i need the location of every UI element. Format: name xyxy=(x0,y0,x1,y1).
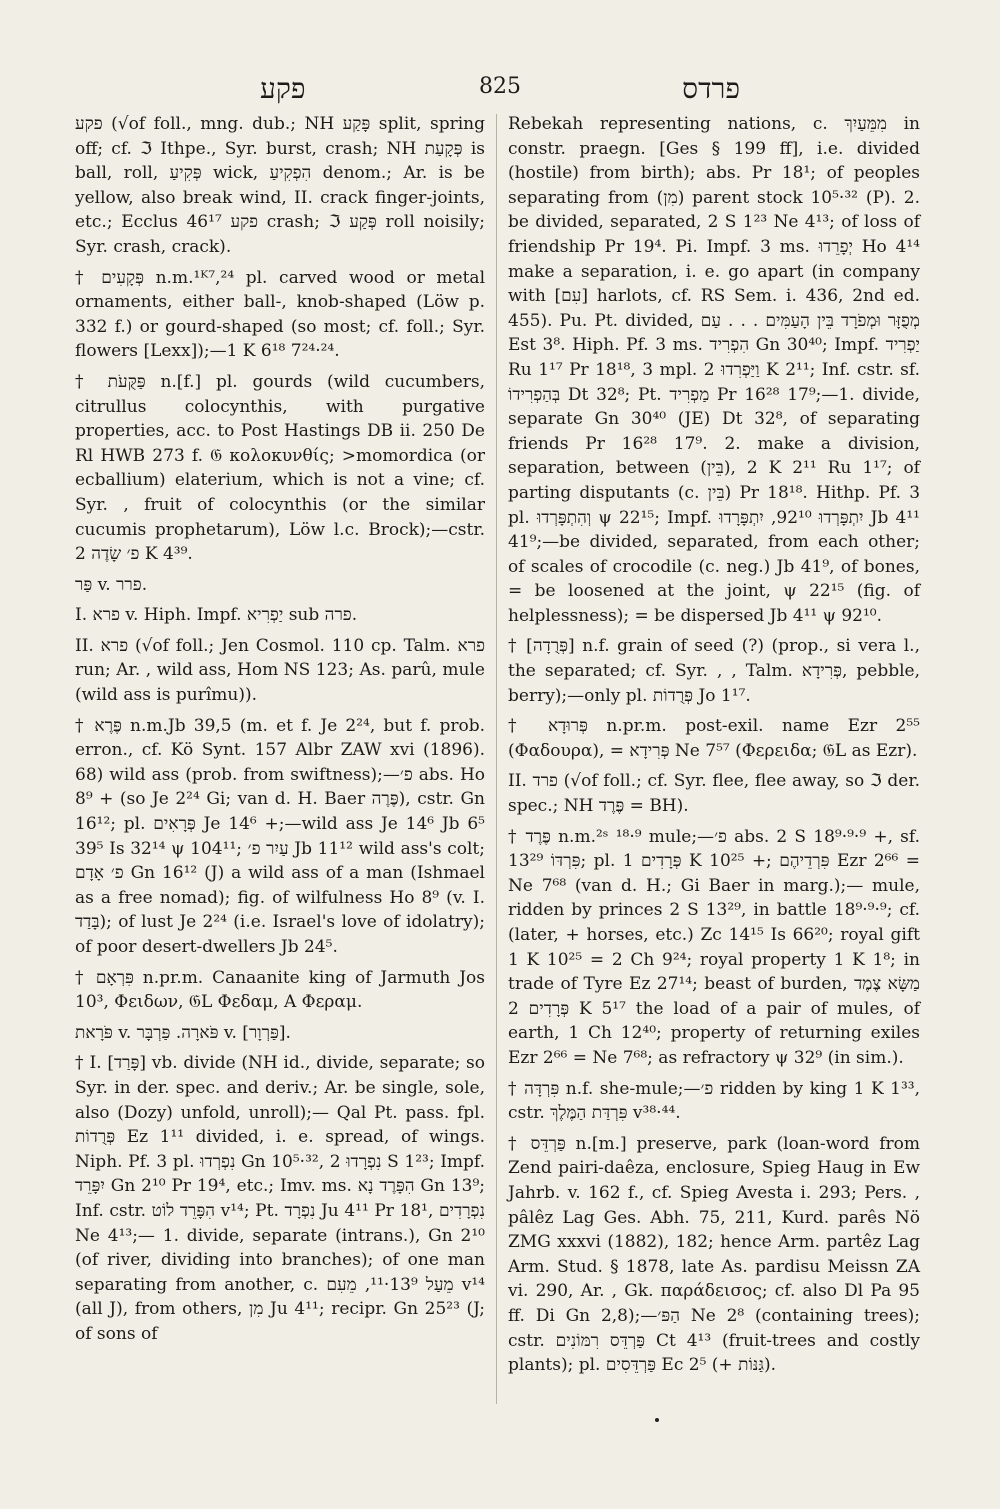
page-number: 825 xyxy=(479,74,521,99)
dictionary-entry: פַּר v. פרר. xyxy=(75,574,148,595)
dictionary-entry: † פִּרְאָם n.pr.m. Canaanite king of Jarmuth Jos 10³, Φειδων, 𝔊L Φεδαμ, Α Φεραμ. xyxy=(75,967,486,1013)
dictionary-entry: I. פרא v. Hiph. Impf. יַפְרִיא sub פרה. xyxy=(75,605,358,626)
page-mark xyxy=(655,1418,659,1422)
column-divider xyxy=(496,114,497,1404)
dictionary-entry: Rebekah representing nations, c. מִמֵּעַיִךְ in constr. praegn. [Ges § 199 ff], i.e. divided (hostile) from birth); abs. Pr 18¹; of peoples separating from (מִן) parent stock 10⁵·³² (P). 2. be divided, separated, 2 S 1²³ Ne 4¹³; of loss of friendship Pr 19⁴. Pi. Impf. 3 ms. יְפָרֵדוּ Ho 4¹⁴ make a separation, i. e. go apart (in company with [עִם] harlots, cf. RS Sem. i. 436, 2nd ed. 455). Pu. Pt. divided, מְפֻזָּר וּמְפֹרָד בֵּין הָעַמִּים . . . עַם Est 3⁸. Hiph. Pf. 3 ms. הִפְרִיד Gn 30⁴⁰; Impf. יַפְרִיד Ru 1¹⁷ Pr 18¹⁸, 3 mpl. וַיַּפְרִדוּ 2 K 2¹¹; Inf. cstr. sf. בְּהַפְרִידוֹ Dt 32⁸; Pt. מַפְרִיד Pr 16²⁸ 17⁹;—1. divide, separate Gn 30⁴⁰ (JE) Dt 32⁸, of separating friends Pr 16²⁸ 17⁹. 2. make a division, separation, between (בֵּין), 2 K 2¹¹ Ru 1¹⁷; of parting disputants (c. בֵּין) Pr 18¹⁸. Hithp. Pf. 3 pl. וְהִתְפָּרְדוּ ψ 22¹⁵; Impf. יִתְפָּרְדוּ 92¹⁰, יִתְפָּרָדוּ Jb 4¹¹ 41⁹;—be divided, separated, from each other; of scales of crocodile (c. neg.) Jb 41⁹, of bones, = be loosened at the joint, ψ 22¹⁵ (fig. of helplessness); = be dispersed Jb 4¹¹ ψ 92¹⁰. xyxy=(508,114,921,626)
header-right-guideword: פרדס xyxy=(682,72,740,105)
page-header xyxy=(60,72,940,112)
dictionary-entry: † פֶּרֶד n.m.²ˢ ¹⁸·⁹ mule;—פ׳ abs. 2 S 18⁹·⁹·⁹ +, sf. פִּרְדּוֹ 13²⁹; pl. פְּרָדִים 1 K 10²⁵ +; פִּרְדֵיהֶם Ezr 2⁶⁶ = Ne 7⁶⁸ (van d. H.; Gi Baer in marg.);— mule, ridden by princes 2 S 13²⁹, in battle 18⁹·⁹·⁹; cf. (later, + horses, etc.) Zc 14¹⁵ Is 66²⁰; royal gift 1 K 10²⁵ = 2 Ch 9²⁴; royal property 1 K 1⁸; in trade of Tyre Ez 27¹⁴; beast of burden, מַשָּׂא צֶמֶד פְּרָדִים 2 K 5¹⁷ the load of a pair of mules, of earth, 1 Ch 12⁴⁰; property of returning exiles Ezr 2⁶⁶ = Ne 7⁶⁸; as refractory ψ 32⁹ (in sim.). xyxy=(508,826,920,1068)
dictionary-entry: † פַּרְדֵּס n.[m.] preserve, park (loan-word from Zend pairi-daêza, enclosure, Spieg Haug in Ew Jahrb. v. 162 f., cf. Spieg Avesta i. 293; Pers. , pâlêz Lag Ges. Abh. 75, 211, Kurd. parês Nö ZMG xxxvi (1882), 182; hence Arm. partêz Lag Arm. Stud. § 1878, late As. pardisu Meissn ZA vi. 290, Ar. , Gk. παράδεισος; cf. also Dl Pa 95 ff. Di Gn 2,8);—הַפּ׳ Ne 2⁸ (containing trees); cstr. פַּרְדֵּס רִמּוֹנִים Ct 4¹³ (fruit-trees and costly plants); pl. פַּרְדֵּסִים Ec 2⁵ (+ גַּנּוֹת). xyxy=(508,1133,920,1376)
left-column xyxy=(75,112,485,1353)
dictionary-entry: † פַּקֻּעֹת n.[f.] pl. gourds (wild cucumbers, citrullus colocynthis, with purgative properties, acc. to Post Hastings DB ii. 250 De Rl HWB 273 f. 𝔊 κολοκυνθίς; >momordica (or ecballium) elaterium, which is not a vine; cf. Syr. , fruit of colocynthis (or the similar cucumis prophetarum), Löw l.c. Brock);—cstr. פ׳ שָׂדֶה 2 K 4³⁹. xyxy=(75,371,486,565)
dictionary-entry: † [פְּרֻדָה] n.f. grain of seed (?) (prop., si vera l., the separated; cf. Syr. , , Talm. פְּרִידָא, pebble, berry);—only pl. פְּרֻדוֹת Jo 1¹⁷. xyxy=(508,636,921,706)
dictionary-entry: פֹּרָאת v. פֹּארָה. פַּרְבָּר v. [פַּרְוָר]. xyxy=(75,1022,291,1043)
dictionary-entry: † I. [פָּרַד] vb. divide (NH id., divide, separate; so Syr. in der. spec. and deriv.; Ar. be single, sole, also (Dozy) unfold, unroll);— Qal Pt. pass. fpl. פְּרֻדוֹת Ez 1¹¹ divided, i. e. spread, of wings. Niph. Pf. 3 pl. נִפְרְדוּ Gn 10⁵·³², נִפְרָדוּ 2 S 1²³; Impf. יִפָּרֵד Gn 2¹⁰ Pr 19⁴, etc.; Imv. ms. הִפָּרֶד נָא Gn 13⁹; Inf. cstr. הִפָּרֵד לוֹט v¹⁴; Pt. נִפְרָד Ju 4¹¹ Pr 18¹, נִפְרָדִים Ne 4¹³;— 1. divide, separate (intrans.), Gn 2¹⁰ (of river, dividing into branches); of one man separating from another, c. מֵעַל 13⁹·¹¹, מֵעִם v¹⁴ (all J), from others, מִן Ju 4¹¹; recipr. Gn 25²³ (J; of sons of xyxy=(75,1053,486,1344)
dictionary-entry: II. פרד (√of foll.; cf. Syr. flee, flee away, so ℑ der. spec.; NH פֶּרֶד = BH). xyxy=(508,771,920,817)
header-left-guideword: פקע xyxy=(260,72,306,105)
right-column xyxy=(508,112,920,1384)
dictionary-entry: † פִּרְדָּה n.f. she-mule;—פ׳ ridden by king 1 K 1³³, cstr. פִּרְדַּת הַמֶּלֶךְ v³⁸·⁴⁴. xyxy=(508,1078,920,1124)
dictionary-entry: † פְּקָעִים n.m.¹ᴷ⁷,²⁴ pl. carved wood or metal ornaments, either ball-, knob-shaped (Löw p. 332 f.) or gourd-shaped (so most; cf. foll.; Syr. flowers [Lexx]);—1 K 6¹⁸ 7²⁴·²⁴. xyxy=(75,267,486,362)
dictionary-entry: † פְּרוּדָא n.pr.m. post-exil. name Ezr 2⁵⁵ (Φαδουρα), = פְּרִידָא Ne 7⁵⁷ (Φερειδα; 𝔊L as Ezr). xyxy=(508,716,920,761)
dictionary-entry: † פֶּרֶא n.m.Jb 39,5 (m. et f. Je 2²⁴, but f. prob. erron., cf. Kö Synt. 157 Albr ZAW xvi (1896). 68) wild ass (prob. from swiftness);—פ׳ abs. Ho 8⁹ + (so Je 2²⁴ Gi; van d. H. Baer פֶּרֶה), cstr. Gn 16¹²; pl. פְּרָאִים Je 14⁶ +;—wild ass Je 14⁶ Jb 6⁵ 39⁵ Is 32¹⁴ ψ 104¹¹; עַיִר פ׳ Jb 11¹² wild ass's colt; פ׳ אָדָם Gn 16¹² (J) a wild ass of a man (Ishmael as a free nomad); fig. of wilfulness Ho 8⁹ (v. I. בָּדַד); of lust Je 2²⁴ (i.e. Israel's love of idolatry); of poor desert-dwellers Jb 24⁵. xyxy=(75,715,486,957)
dictionary-entry: פקע (√of foll., mng. dub.; NH פָּקַע split, spring off; cf. ℑ Ithpe., Syr. burst, crash; NH פְּקָעַת is ball, roll, פְּקִיעַ wick, הִפְקִיעַ denom.; Ar. is be yellow, also break wind, II. crack finger-joints, etc.; Ecclus 46¹⁷ פקע crash; ℑ פְּקַע roll noisily; Syr. crash, crack). xyxy=(75,114,485,257)
dictionary-entry: II. פרא (√of foll.; Jen Cosmol. 110 cp. Talm. פרא run; Ar. , wild ass, Hom NS 123; As. parû, mule (wild ass is purîmu)). xyxy=(75,635,485,706)
